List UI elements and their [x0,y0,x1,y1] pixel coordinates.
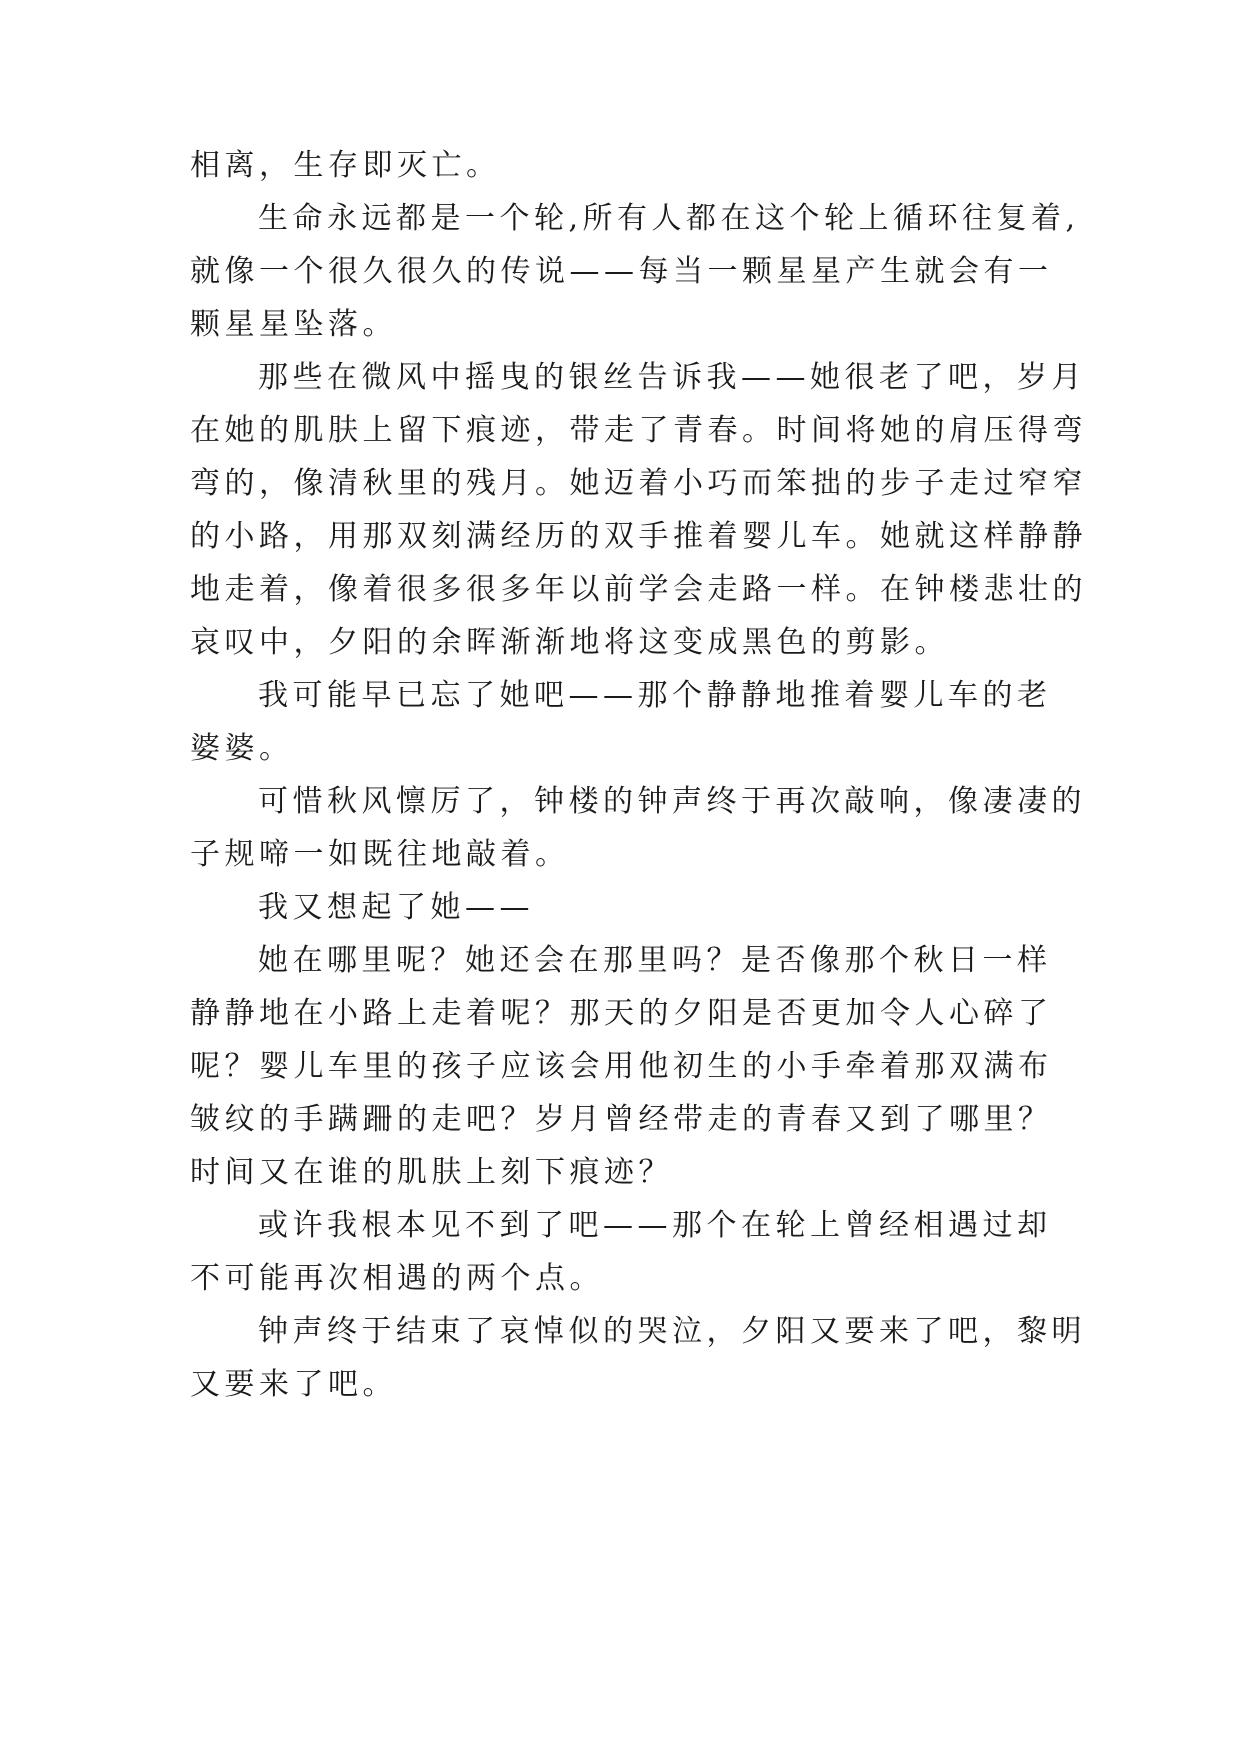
paragraph-start-line: 那些在微风中摇曳的银丝告诉我——她很老了吧，岁月 [258,360,1086,395]
text-line: 在她的肌肤上留下痕迹，带走了青春。时间将她的肩压得弯 [190,413,1087,448]
text-line: 静静地在小路上走着呢？那天的夕阳是否更加令人心碎了 [190,996,1053,1031]
text-line: 的小路，用那双刻满经历的双手推着婴儿车。她就这样静静 [190,519,1087,554]
text-line: 哀叹中，夕阳的余晖渐渐地将这变成黑色的剪影。 [190,625,949,660]
paragraph-start-line: 可惜秋风懔厉了，钟楼的钟声终于再次敲响，像凄凄的 [258,784,1086,819]
paragraph-start-line: 或许我根本见不到了吧——那个在轮上曾经相遇过却 [258,1208,1052,1243]
text-line: 呢？婴儿车里的孩子应该会用他初生的小手牵着那双满布 [190,1049,1053,1084]
text-line: 相离，生存即灭亡。 [190,148,501,183]
text-line: 皱纹的手蹒跚的走吧？岁月曾经带走的青春又到了哪里？ [190,1102,1053,1137]
paragraph-start-line: 我可能早已忘了她吧——那个静静地推着婴儿车的老 [258,678,1052,713]
paragraph-start-line: 钟声终于结束了哀悼似的哭泣，夕阳又要来了吧，黎明 [258,1314,1086,1349]
text-line: 又要来了吧。 [190,1367,397,1402]
text-line: 时间又在谁的肌肤上刻下痕迹？ [190,1155,673,1190]
text-line: 婆婆。 [190,731,294,766]
text-line: 子规啼一如既往地敲着。 [190,837,570,872]
text-line: 弯的，像清秋里的残月。她迈着小巧而笨拙的步子走过窄窄 [190,466,1087,501]
text-line: 地走着，像着很多很多年以前学会走路一样。在钟楼悲壮的 [190,572,1087,607]
text-line: 颗星星坠落。 [190,307,397,342]
text-line: 就像一个很久很久的传说——每当一颗星星产生就会有一 [190,254,1053,289]
paragraph-start-line: 生命永远都是一个轮,所有人都在这个轮上循环往复着, [258,201,1080,236]
paragraph-start-line: 我又想起了她—— [258,890,534,925]
paragraph-start-line: 她在哪里呢？她还会在那里吗？是否像那个秋日一样 [258,943,1052,978]
text-line: 不可能再次相遇的两个点。 [190,1261,604,1296]
